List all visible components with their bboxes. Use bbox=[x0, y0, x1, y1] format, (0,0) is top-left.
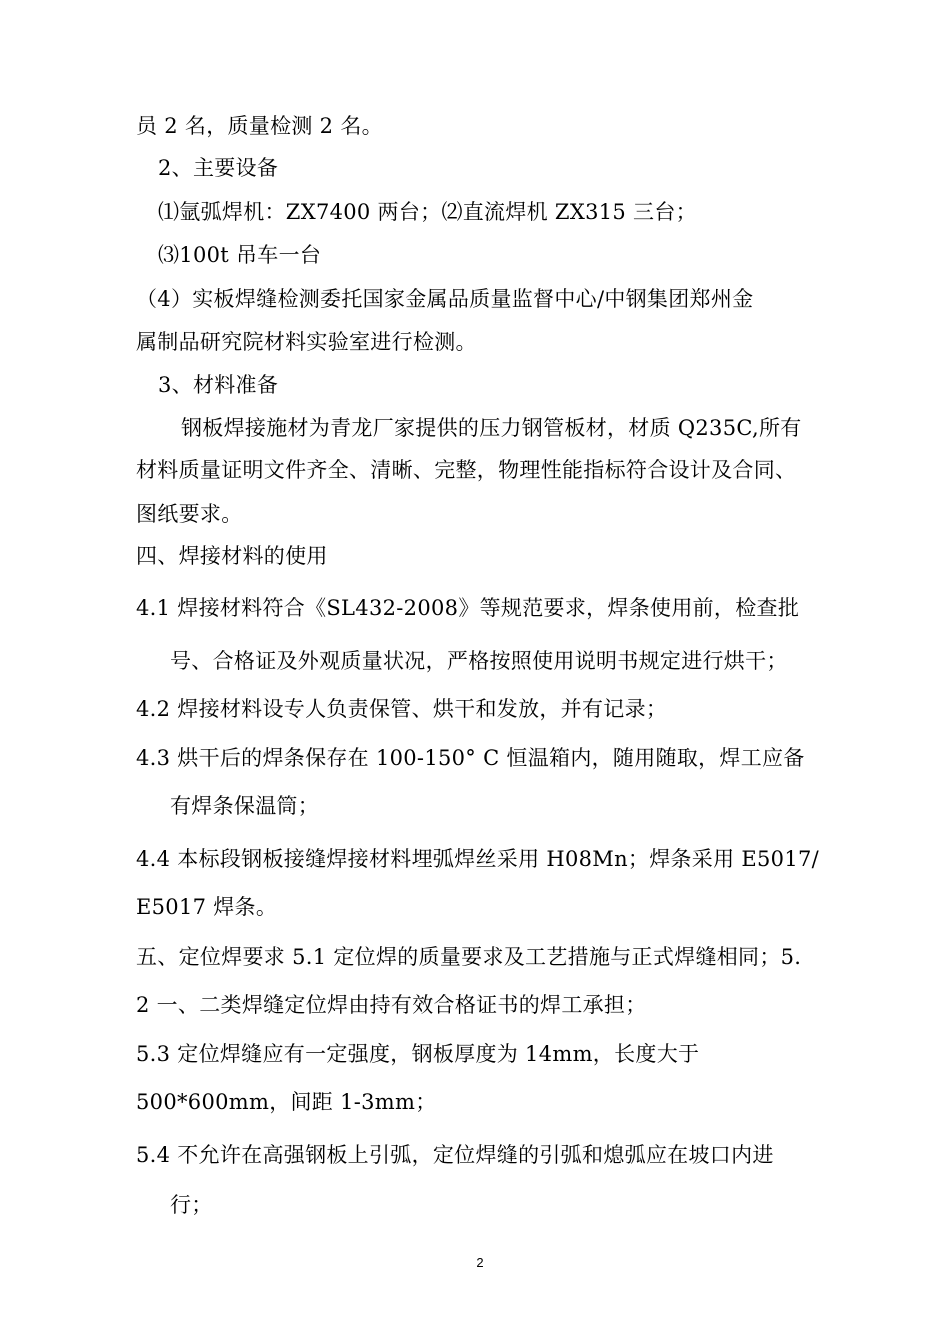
text-line: E5017 焊条。 bbox=[136, 895, 278, 919]
text-line: 号、合格证及外观质量状况，严格按照使用说明书规定进行烘干； bbox=[170, 649, 788, 673]
text-line: 4.2 焊接材料设专人负责保管、烘干和发放，并有记录； bbox=[136, 697, 668, 721]
text-line: 员 2 名，质量检测 2 名。 bbox=[136, 114, 383, 138]
text-line: 4.4 本标段钢板接缝焊接材料埋弧焊丝采用 H08Mn；焊条采用 E5017/ bbox=[136, 847, 820, 871]
text-line: 2 一、二类焊缝定位焊由持有效合格证书的焊工承担； bbox=[136, 993, 647, 1017]
section-heading: 3、材料准备 bbox=[158, 373, 279, 397]
text-line: 材料质量证明文件齐全、清晰、完整，物理性能指标符合设计及合同、 bbox=[136, 458, 797, 482]
section-heading: 2、主要设备 bbox=[158, 156, 279, 180]
text-line: 属制品研究院材料实验室进行检测。 bbox=[136, 330, 477, 354]
text-line: （4）实板焊缝检测委托国家金属品质量监督中心/中钢集团郑州金 bbox=[136, 287, 754, 311]
section-heading: 四、焊接材料的使用 bbox=[136, 544, 328, 568]
text-line: 图纸要求。 bbox=[136, 502, 243, 526]
text-line: ⑶100t 吊车一台 bbox=[158, 243, 322, 267]
text-line: 4.3 烘干后的焊条保存在 100-150° C 恒温箱内，随用随取，焊工应备 bbox=[136, 746, 805, 770]
text-line: 5.4 不允许在高强钢板上引弧，定位焊缝的引弧和熄弧应在坡口内进 bbox=[136, 1143, 774, 1167]
page-number: 2 bbox=[476, 1255, 484, 1270]
text-line: 钢板焊接施材为青龙厂家提供的压力钢管板材，材质 Q235C,所有 bbox=[181, 416, 802, 440]
text-line: 行； bbox=[170, 1193, 213, 1217]
text-line: 有焊条保温筒； bbox=[170, 794, 320, 818]
text-line: ⑴氩弧焊机：ZX7400 两台；⑵直流焊机 ZX315 三台； bbox=[158, 200, 697, 224]
text-line: 5.3 定位焊缝应有一定强度，钢板厚度为 14mm，长度大于 bbox=[136, 1042, 700, 1066]
section-heading: 五、定位焊要求 5.1 定位焊的质量要求及工艺措施与正式焊缝相同；5. bbox=[136, 945, 802, 969]
text-line: 4.1 焊接材料符合《SL432-2008》等规范要求，焊条使用前，检查批 bbox=[136, 596, 800, 620]
text-line: 500*600mm，间距 1-3mm； bbox=[136, 1090, 437, 1114]
